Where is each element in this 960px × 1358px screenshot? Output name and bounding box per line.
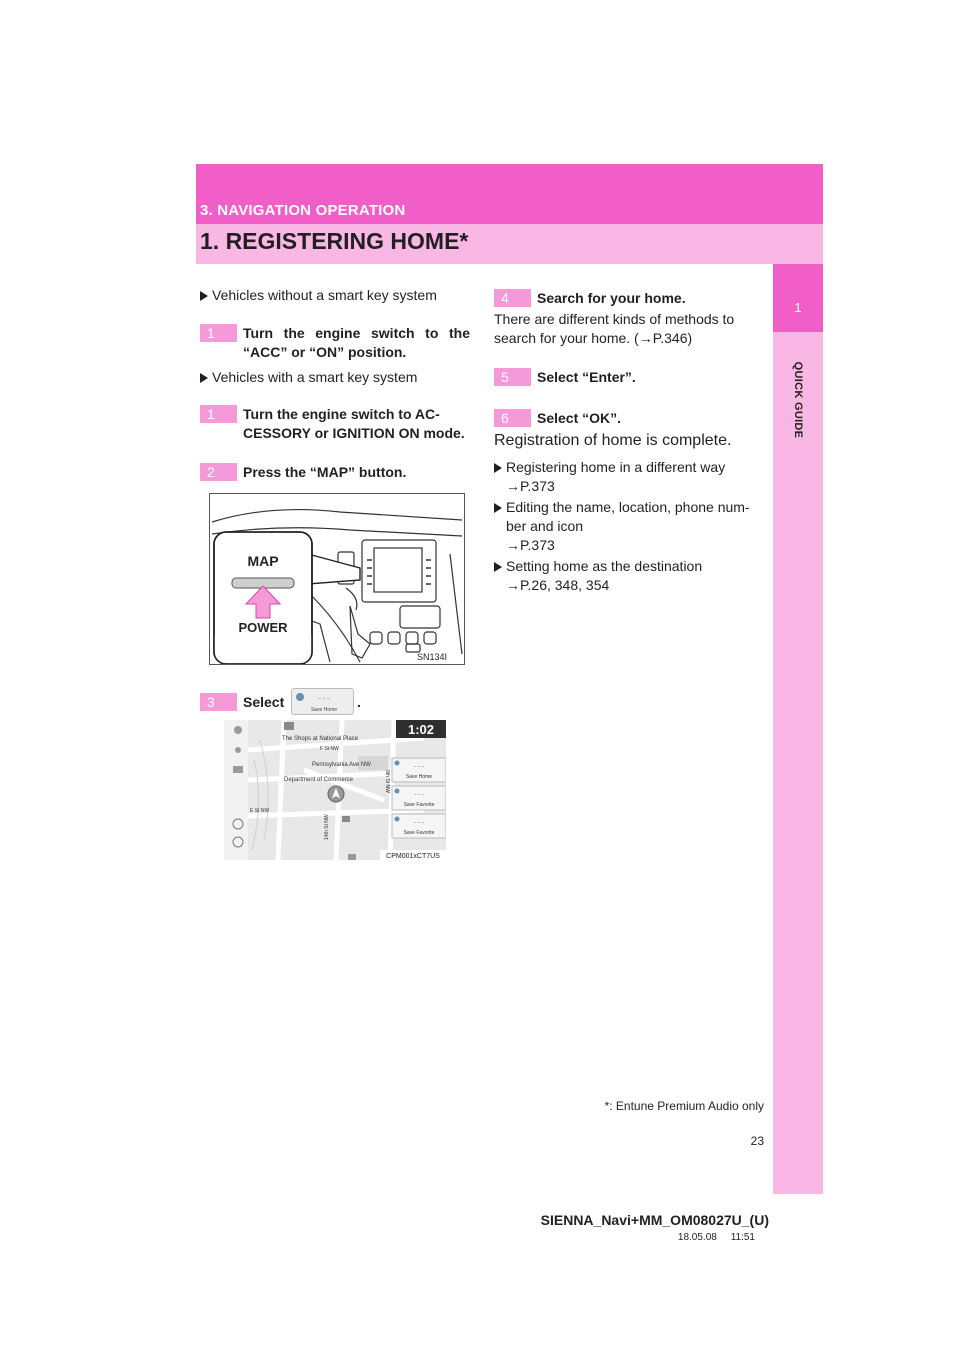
triangle-bullet-icon [200,373,208,383]
map-street-4: 14th St NW [324,814,330,840]
map-street-5: 9th St NW [384,770,390,793]
triangle-bullet-icon [494,463,502,473]
step-badge: 6 [494,409,531,427]
step-6-text: Select “OK”. [537,410,622,426]
step-1b-line-1: Turn the engine switch to AC- [243,406,440,422]
save-home-label: Save Home [405,774,433,780]
link-item: Editing the name, location, phone num- [494,498,768,517]
map-place-2: Department of Commerce [284,777,354,783]
map-street-3: E St NW [250,808,270,814]
layers-icon [233,766,243,773]
document-id: SIENNA_Navi+MM_OM08027U_(U) [540,1212,769,1228]
result-text: Registration of home is complete. [494,432,732,449]
link-item: Registering home in a different way [494,458,725,477]
condition-no-smart-key: Vehicles without a smart key system [200,286,437,305]
map-label: MAP [247,553,279,569]
step-badge: 3 [200,693,237,711]
side-tab-active [773,264,823,332]
link-item: Setting home as the destination [494,557,702,576]
condition-smart-key: Vehicles with a smart key system [200,368,417,387]
step-2-text: Press the “MAP” button. [243,464,407,480]
map-screen-illustration [224,720,446,860]
footnote: *: Entune Premium Audio only [604,1099,764,1113]
step-1b-line-2: CESSORY or IGNITION ON mode. [243,425,465,441]
chapter-number: 1 [794,300,802,315]
pin-icon [235,747,241,753]
step-4-note-line-1: There are different kinds of methods to [494,311,735,327]
power-label: POWER [238,620,288,635]
map-place-1: The Shops at National Place [282,736,359,742]
save-home-button-image [291,688,354,715]
page-reference: →P.26, 348, 354 [506,577,610,593]
svg-text:- - -: - - - [318,696,330,703]
step-5-text: Select “Enter”. [537,369,636,385]
map-screen-drawing [224,720,446,860]
svg-text:- - -: - - - [414,764,424,770]
star-icon [395,789,400,794]
step-badge: 5 [494,368,531,386]
svg-text:- - -: - - - [414,792,424,798]
page-reference: →P.373 [506,478,555,494]
step-4-note-line-2: search for your home. (→P.346) [494,330,693,346]
print-timestamp: 18.05.08 11:51 [677,1232,755,1243]
dashboard-illustration [209,493,465,665]
step-badge: 1 [200,405,237,423]
figure-code: SN134I [416,652,448,662]
step-badge: 4 [494,289,531,307]
home-pin-icon [296,693,304,701]
star-icon [395,817,400,822]
link-item-line-2: ber and icon [506,518,584,534]
map-street-2: Pennsylvania Ave NW [312,762,371,768]
step-4-text: Search for your home. [537,290,686,306]
step-3-select-text: Select [243,694,285,710]
compass-icon [234,726,242,734]
triangle-bullet-icon [494,562,502,572]
page-title: 1. REGISTERING HOME* [200,228,469,254]
page-reference: →P.373 [506,537,555,553]
save-favorite-label-1: Save Favorite [403,802,435,808]
step-3-period: . [357,694,361,710]
step-1a-text: Turn the engine switch to the “ACC” or “ON” position. [243,325,470,360]
chapter-label: QUICK GUIDE [792,361,804,439]
map-street-1: F St NW [320,746,339,752]
step-badge: 2 [200,463,237,481]
figure-code: CPM001xCT7US [386,853,440,860]
dashboard-drawing [210,494,465,665]
step-badge: 1 [200,324,237,342]
save-favorite-label-2: Save Favorite [403,830,435,836]
svg-text:Save Home: Save Home [310,707,338,713]
triangle-bullet-icon [200,291,208,301]
triangle-bullet-icon [494,503,502,513]
home-pin-icon [395,761,400,766]
clock-display: 1:02 [407,722,435,737]
svg-text:- - -: - - - [414,820,424,826]
page-number: 23 [750,1134,764,1148]
section-label: 3. NAVIGATION OPERATION [200,202,406,219]
